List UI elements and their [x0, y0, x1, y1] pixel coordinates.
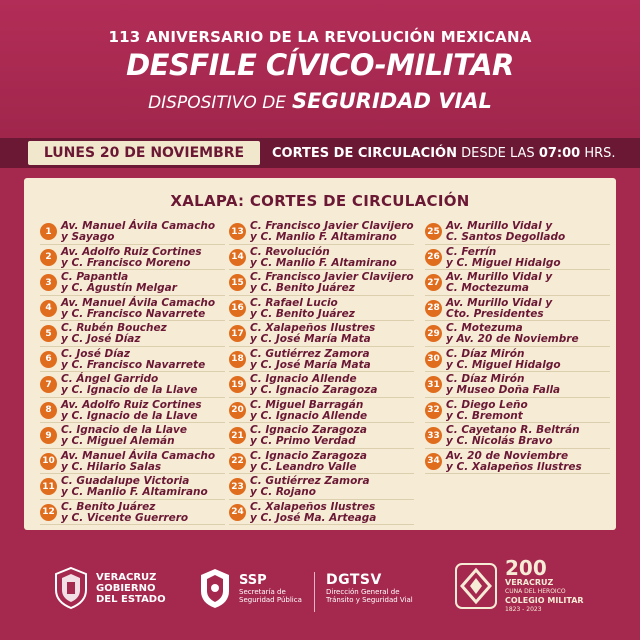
panel-title: XALAPA: CORTES DE CIRCULACIÓN	[170, 192, 470, 210]
closure-street-1: C. José Díaz	[61, 347, 131, 360]
closure-street-1: Av. Murillo Vidal y	[446, 271, 553, 283]
closures-column-3	[425, 219, 610, 474]
closure-item	[425, 449, 610, 475]
closure-number-badge: 5	[40, 325, 57, 342]
closure-text	[446, 221, 614, 243]
colegio-line-1: VERACRUZ	[505, 578, 554, 587]
closure-street-2: y C. Ignacio Zaragoza	[250, 384, 378, 396]
subtitle-prefix: DISPOSITIVO DE	[148, 93, 287, 113]
closure-street-2: y C. Manlio F. Altamirano	[250, 256, 397, 269]
closure-text	[61, 451, 229, 473]
closure-street-1: C. Ignacio Zaragoza	[250, 449, 367, 462]
closure-street-1: C. Guadalupe Victoria	[61, 475, 190, 487]
closure-text	[250, 451, 418, 473]
colegio-line-3: COLEGIO MILITAR	[505, 596, 584, 605]
closure-item	[40, 474, 225, 500]
footer-divider	[314, 572, 315, 612]
closure-number-badge: 17	[229, 325, 246, 342]
hrs-label: HRS.	[584, 146, 616, 161]
closure-number-badge: 31	[425, 376, 442, 393]
closure-street-2: y C. Ignacio Allende	[250, 409, 368, 422]
closure-item	[229, 449, 414, 475]
closure-street-2: y Sayago	[61, 231, 115, 243]
dgtsv-title: DGTSV	[326, 572, 382, 588]
closure-item	[229, 372, 414, 398]
closure-item	[229, 474, 414, 500]
closure-number-badge: 24	[229, 504, 246, 521]
closure-number-badge: 12	[40, 504, 57, 521]
closure-street-2: y C. Vicente Guerrero	[61, 511, 189, 524]
closure-street-2: y C. Xalapeños Ilustres	[446, 460, 582, 473]
colegio-text	[505, 558, 584, 614]
closure-street-1: C. Xalapeños Ilustres	[250, 500, 376, 513]
colegio-militar-emblem-icon	[452, 560, 500, 612]
closure-street-1: Av. 20 de Noviembre	[446, 449, 569, 462]
closure-street-1: C. Díaz Mirón	[446, 373, 525, 385]
closure-street-2: y C. Hilario Salas	[61, 460, 162, 473]
ssp-shield-icon	[196, 566, 234, 610]
closure-item	[40, 398, 225, 424]
closure-street-2: y C. Leandro Valle	[250, 460, 357, 473]
closure-text	[250, 400, 418, 422]
closure-street-1: C. Díaz Mirón	[446, 347, 525, 360]
closure-number-badge: 26	[425, 249, 442, 266]
closure-street-1: C. Miguel Barragán	[250, 398, 364, 411]
closure-item	[425, 321, 610, 347]
closure-item	[40, 423, 225, 449]
closure-street-1: C. Rubén Bouchez	[61, 322, 167, 334]
closure-text	[61, 374, 229, 396]
closure-street-1: C. Motezuma	[446, 322, 523, 334]
cortes-schedule	[272, 146, 616, 161]
closure-street-2: y C. Ignacio de la Llave	[61, 384, 198, 396]
veracruz-coat-of-arms-icon	[52, 566, 90, 610]
closure-street-2: y C. Miguel Alemán	[61, 435, 175, 447]
closure-number-badge: 19	[229, 376, 246, 393]
closure-street-1: C. Gutiérrez Zamora	[250, 347, 370, 360]
closure-text	[61, 221, 229, 243]
closure-number-badge: 18	[229, 351, 246, 368]
closure-number-badge: 25	[425, 223, 442, 240]
closure-text	[446, 272, 614, 294]
dgtsv-logo	[326, 572, 413, 604]
closure-text	[61, 425, 229, 447]
closure-street-2: y C. Manlio F. Altamirano	[250, 231, 397, 243]
closure-number-badge: 4	[40, 300, 57, 317]
closure-item	[40, 449, 225, 475]
closure-number-badge: 15	[229, 274, 246, 291]
closure-street-1: C. Revolución	[250, 245, 330, 258]
closure-street-2: y C. Miguel Hidalgo	[446, 256, 561, 269]
closure-item	[425, 270, 610, 296]
closure-text	[250, 272, 418, 294]
closures-column-2	[229, 219, 414, 525]
closure-text	[61, 400, 229, 422]
closure-text	[446, 374, 614, 396]
closure-number-badge: 34	[425, 453, 442, 470]
closure-text	[250, 476, 418, 498]
closure-street-1: Av. Murillo Vidal y	[446, 296, 553, 309]
veracruz-line-2: GOBIERNO	[96, 582, 156, 594]
closure-item	[425, 398, 610, 424]
closure-street-1: C. Ángel Garrido	[61, 373, 159, 385]
closure-street-1: C. Diego Leño	[446, 398, 528, 411]
closure-street-2: Cto. Presidentes	[446, 307, 544, 320]
closure-number-badge: 10	[40, 453, 57, 470]
closure-text	[61, 298, 229, 320]
closure-item	[40, 321, 225, 347]
closure-text	[250, 323, 418, 345]
closure-number-badge: 20	[229, 402, 246, 419]
veracruz-line-1: VERACRUZ	[96, 571, 157, 583]
closure-item	[40, 347, 225, 373]
closure-item	[425, 423, 610, 449]
closure-street-1: Av. Manuel Ávila Camacho	[61, 220, 216, 232]
closure-number-badge: 1	[40, 223, 57, 240]
closure-text	[446, 400, 614, 422]
closure-item	[229, 270, 414, 296]
closure-street-1: C. Xalapeños Ilustres	[250, 322, 376, 334]
closure-number-badge: 29	[425, 325, 442, 342]
closure-item	[229, 423, 414, 449]
closure-street-1: C. Ignacio Allende	[250, 373, 357, 385]
closure-street-2: y C. José Ma. Arteaga	[250, 511, 377, 524]
closure-number-badge: 9	[40, 427, 57, 444]
closure-number-badge: 7	[40, 376, 57, 393]
closure-item	[229, 398, 414, 424]
closure-text	[446, 425, 614, 447]
page-title: DESFILE CÍVICO-MILITAR	[126, 48, 514, 82]
closure-street-2: y C. Primo Verdad	[250, 435, 356, 447]
closure-street-1: Av. Manuel Ávila Camacho	[61, 449, 216, 462]
closure-text	[446, 247, 614, 269]
closure-item	[40, 500, 225, 526]
closure-item	[229, 296, 414, 322]
veracruz-logo	[52, 566, 166, 610]
colegio-line-2: CUNA DEL HEROICO	[505, 588, 566, 595]
closure-text	[61, 323, 229, 345]
closure-item	[425, 347, 610, 373]
closure-street-2: C. Moctezuma	[446, 282, 529, 294]
ssp-sub-1: Secretaría de	[239, 587, 286, 596]
closure-street-1: C. Benito Juárez	[61, 500, 156, 513]
closure-number-badge: 2	[40, 249, 57, 266]
closure-text	[250, 502, 418, 524]
closure-street-1: C. Papantla	[61, 271, 129, 283]
closure-street-2: y C. Manlio F. Altamirano	[61, 486, 208, 498]
closure-text	[446, 298, 614, 320]
closure-number-badge: 13	[229, 223, 246, 240]
closure-street-1: C. Ignacio de la Llave	[61, 424, 187, 436]
anniversary-text: 113 ANIVERSARIO DE LA REVOLUCIÓN MEXICANA	[108, 28, 532, 46]
closure-street-2: y C. Nicolás Bravo	[446, 435, 553, 447]
closure-number-badge: 6	[40, 351, 57, 368]
closure-number-badge: 16	[229, 300, 246, 317]
closure-item	[40, 270, 225, 296]
closure-number-badge: 32	[425, 402, 442, 419]
dgtsv-sub-1: Dirección General de	[326, 588, 400, 596]
closures-column-1	[40, 219, 225, 525]
veracruz-line-3: DEL ESTADO	[96, 593, 166, 605]
closure-item	[40, 372, 225, 398]
closure-street-2: y C. Agustín Melgar	[61, 282, 177, 294]
closure-item	[40, 245, 225, 271]
closure-text	[250, 349, 418, 371]
closure-street-1: C. Ignacio Zaragoza	[250, 424, 367, 436]
closure-street-2: y C. José María Mata	[250, 358, 371, 371]
closure-item	[40, 219, 225, 245]
time-value: 07:00	[538, 146, 581, 161]
colegio-militar-logo	[452, 558, 584, 614]
closure-number-badge: 28	[425, 300, 442, 317]
closure-street-2: y C. Rojano	[250, 486, 316, 498]
closure-item	[40, 296, 225, 322]
closure-text	[61, 476, 229, 498]
closure-number-badge: 30	[425, 351, 442, 368]
closure-item	[229, 500, 414, 526]
closure-text	[61, 502, 229, 524]
closure-text	[250, 298, 418, 320]
closure-street-2: y C. José Díaz	[61, 333, 141, 345]
closure-item	[229, 321, 414, 347]
closure-number-badge: 8	[40, 402, 57, 419]
closure-number-badge: 33	[425, 427, 442, 444]
closure-number-badge: 11	[40, 478, 57, 495]
closure-item	[229, 347, 414, 373]
closure-street-2: y C. Benito Juárez	[250, 307, 355, 320]
closure-street-1: C. Francisco Javier Clavijero	[250, 220, 414, 232]
closure-number-badge: 21	[229, 427, 246, 444]
closure-street-2: y C. Francisco Navarrete	[61, 358, 206, 371]
closure-number-badge: 23	[229, 478, 246, 495]
ssp-logo	[196, 566, 302, 610]
closure-text	[446, 323, 614, 345]
closure-street-1: C. Francisco Javier Clavijero	[250, 271, 414, 283]
closure-street-1: C. Gutiérrez Zamora	[250, 475, 370, 487]
closure-street-2: y Av. 20 de Noviembre	[446, 333, 579, 345]
desde-label: DESDE LAS	[461, 146, 535, 161]
closure-street-1: C. Rafael Lucio	[250, 296, 338, 309]
closure-street-2: y C. Francisco Moreno	[61, 256, 191, 269]
colegio-number: 200	[505, 556, 547, 580]
closure-street-2: y C. José María Mata	[250, 333, 371, 345]
closure-street-2: y C. Ignacio de la Llave	[61, 409, 198, 422]
closure-item	[425, 372, 610, 398]
closure-number-badge: 3	[40, 274, 57, 291]
colegio-years: 1823 - 2023	[505, 606, 542, 613]
closure-text	[61, 349, 229, 371]
closure-street-2: C. Santos Degollado	[446, 231, 566, 243]
closure-item	[229, 245, 414, 271]
dgtsv-sub-2: Tránsito y Seguridad Vial	[326, 596, 413, 604]
closure-text	[250, 247, 418, 269]
closure-text	[446, 451, 614, 473]
veracruz-text	[96, 572, 166, 605]
closure-text	[250, 374, 418, 396]
closure-number-badge: 14	[229, 249, 246, 266]
closure-text	[61, 247, 229, 269]
ssp-text	[239, 573, 302, 604]
closure-item	[229, 219, 414, 245]
cortes-label: CORTES DE CIRCULACIÓN	[272, 146, 457, 161]
closure-street-1: C. Cayetano R. Beltrán	[446, 424, 580, 436]
closure-text	[250, 221, 418, 243]
closure-street-1: Av. Adolfo Ruiz Cortines	[61, 398, 202, 411]
subtitle	[0, 89, 640, 113]
closure-street-2: y C. Francisco Navarrete	[61, 307, 206, 320]
closure-street-2: y C. Bremont	[446, 409, 523, 422]
closure-item	[425, 296, 610, 322]
ssp-sub-2: Seguridad Pública	[239, 595, 302, 604]
dgtsv-text	[326, 572, 413, 604]
subtitle-bold: SEGURIDAD VIAL	[292, 89, 492, 113]
closure-street-2: y C. Miguel Hidalgo	[446, 358, 561, 371]
closure-street-1: Av. Murillo Vidal y	[446, 220, 553, 232]
closure-street-2: y Museo Doña Falla	[446, 384, 561, 396]
closure-item	[425, 219, 610, 245]
closure-street-1: C. Ferrín	[446, 245, 497, 258]
closure-street-2: y C. Benito Juárez	[250, 282, 355, 294]
ssp-title: SSP	[239, 572, 267, 588]
closure-street-1: Av. Adolfo Ruiz Cortines	[61, 245, 202, 258]
closure-text	[250, 425, 418, 447]
closure-text	[446, 349, 614, 371]
closure-street-1: Av. Manuel Ávila Camacho	[61, 296, 216, 309]
closure-item	[425, 245, 610, 271]
date-badge: LUNES 20 DE NOVIEMBRE	[28, 141, 260, 165]
closure-text	[61, 272, 229, 294]
closure-number-badge: 27	[425, 274, 442, 291]
closure-number-badge: 22	[229, 453, 246, 470]
